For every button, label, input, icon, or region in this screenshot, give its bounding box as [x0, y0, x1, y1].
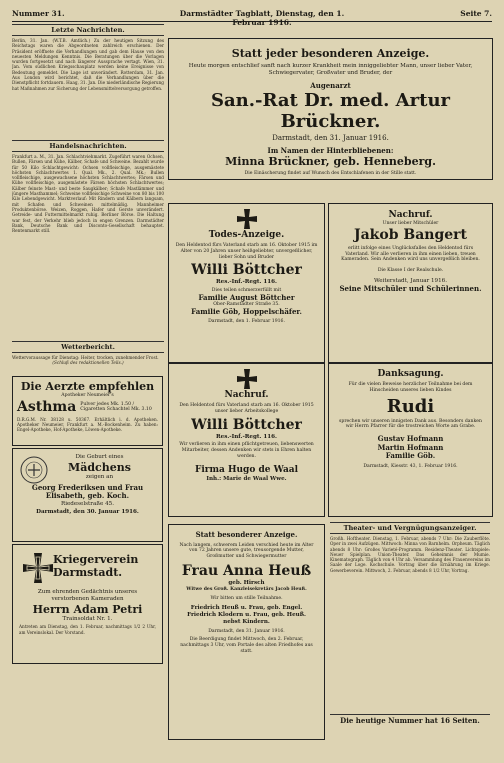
nachruf2-name: Willi Böttcher — [191, 416, 302, 433]
heuss-family2: Friedrich Klodern u. Frau, geb. Heuß. — [187, 612, 306, 619]
birth-address: Riedeselstraße 45. — [60, 500, 115, 507]
todes-note: Dies teilen schmerzerfüllt mit — [211, 288, 282, 294]
heuss-name: Frau Anna Heuß — [181, 562, 312, 579]
market-text: Frankfurt a. M., 31. Jan. Schlachtviehmarkt. Zugeführt waren Ochsen, Bullen, Färsen und Kühe, Kälber, Schafe und Schweine. Bezahlt wurde für 50 Kilo Schlachtgewicht: Ochsen vollfleischige, ausgemästete höchsten Schlachtwertes 1. Qual. Mk., 2. Qual. Mk.; Bullen vollfleischige, ausgewachsene höchsten Schlachtwertes; Färsen und Kühe vollfleischige, ausgemästete Färsen höchsten Schlachtwertes; Kälber feinste Mast- und beste Saugkälber; Schafe Mastlämmer und jüngere Masthammel; Schweine vollfleischige Schweine von 80 bis 100 Kilo Lebendgewicht. Marktverlauf: Mit Rindern und Kälbern langsam, mit Schafen und Schweinen mittelmäßig. Mannheimer Produktenbörse. Weizen, Roggen, Hafer und Gerste unverändert. Getreide- und Futtermittelmarkt ruhig. Berliner Börse. Die Haltung war fest, der Verkehr blieb jedoch in engen Grenzen. Darmstädter Bank, Deutsche Bank und Disconto-Gesellschaft behauptet. Rentenmarkt still. — [12, 154, 164, 234]
birth-line2: zeigen an — [85, 473, 114, 480]
nachruf1-signature: Seine Mitschüler und Schülerinnen. — [339, 283, 482, 293]
hospital-seal-icon — [19, 455, 49, 485]
birth-announcement — [12, 448, 163, 542]
boettcher-death-notice — [168, 203, 325, 363]
heuss-maiden: geb. Hirsch — [228, 579, 265, 586]
aerzte-ad-sub: Apotheker Neumeier's — [61, 393, 114, 398]
theater-section — [330, 522, 490, 738]
verein-foot: Antreten am Dienstag, den 1. Februar, nachmittags 1/2 2 Uhr, am Vereinslokal. Der Vorstand. — [19, 624, 156, 635]
heuss-date: Darmstadt, den 31. Januar 1916. — [208, 628, 285, 634]
theater-heading: Theater- und Vergnügungsanzeiger. — [330, 522, 490, 534]
brueckner-name: San.-Rat Dr. med. Artur Brückner. — [210, 90, 451, 133]
theater-text: Großh. Hoftheater. Dienstag, 1. Februar, abends 7 Uhr: Die Zauberflöte. Oper in zwei Aufzügen. Mittwoch: Minna von Barnhelm. Orpheum. Täglich abends 8 Uhr: Großes Varieté-Programm. Residenz-Theater. Lichtspiele: Neuer Spielplan. Union-Theater. Das Geheimnis der Mumie. Kinematograph. Täglich von 4 Uhr ab. Versammlung des Frauenvereins im Saale der Loge. Kochschule. Vortrag über die Ernährung im Kriege. Gewerbeverein. Mittwoch, 2. Februar, abends 8 1/2 Uhr, Vortrag. — [330, 536, 490, 573]
weather-note: (Schluß des redaktionellen Teils.) — [52, 360, 124, 366]
nachruf2-body: Wir verlieren in ihm einen pflichtgetreuen, liebenswerten Mitarbeiter, dessen Andenken wir stets in Ehren halten werden. — [179, 442, 314, 459]
weather-text: Wettervoraussage für Dienstag: Heiter, trocken, zunehmender Frost. — [12, 355, 159, 360]
verein-role: Trainsoldat Nr. 1. — [62, 615, 113, 622]
iron-cross-icon — [236, 208, 258, 230]
verein-text: Zum ehrenden Gedächtnis unseres verstorbenen Kameraden — [37, 589, 138, 602]
asthma-word: Asthma — [17, 398, 77, 415]
birth-date: Darmstadt, den 30. Januar 1916. — [36, 509, 139, 516]
brueckner-text: Heute morgen entschlief sanft nach kurzer Krankheit mein inniggeliebter Mann, unser lieber Vater, Schwiegervater, Großvater und Bruder, der — [188, 63, 473, 76]
brueckner-burial: Die Einäscherung findet auf Wunsch des Entschlafenen in der Stille statt. — [244, 171, 417, 177]
nachruf2-firm: Firma Hugo de Waal — [194, 464, 299, 475]
iron-cross-icon — [236, 368, 258, 390]
heuss-family1: Friedrich Heuß u. Frau, geb. Engel. — [190, 605, 303, 612]
birth-word: Mädchens — [68, 460, 131, 474]
nachruf1-text: Unser lieber Mitschüler — [382, 221, 439, 226]
nachruf1-title: Nachruf. — [388, 210, 433, 220]
news-text: Berlin, 31. Jan. (W.T.B. Amtlich.) Zu der heutigen Sitzung des Reichstags waren die Abgeordneten zahlreich erschienen. Der Präsident eröffnete die Verhandlungen und gab dem Hause von den neuesten Meldungen Kenntnis. Die Beratungen über die Vorlagen wurden fortgesetzt und nach längerer Aussprache vertagt. Wien, 31. Jan. Vom südlichen Kriegsschauplatz werden keine Ereignisse von Bedeutung gemeldet. Die Lage ist unverändert. Rotterdam, 31. Jan. Aus London wird berichtet, daß die Verhandlungen über die Dienstpflicht fortdauern. Haag, 31. Jan. Die niederländische Regierung hat Maßnahmen zur Sicherung der Lebensmittelversorgung getroffen. — [12, 38, 164, 91]
kriegerverein-notice — [12, 544, 163, 664]
nachruf1-date: Weiterstadt, Januar 1916. — [373, 277, 448, 284]
nachruf1-school: Die Klasse I der Realschule. — [377, 268, 444, 274]
nachruf2-unit: Res.-Inf.-Regt. 116. — [215, 433, 277, 440]
birth-line1: Die Geburt eines — [75, 454, 124, 460]
brueckner-heading: Statt jeder besonderen Anzeige. — [231, 47, 430, 60]
danksagung-text: Für die vielen Beweise herzlicher Teilnahme bei dem Hinscheiden unseres lieben Kindes — [348, 382, 473, 393]
brueckner-widow: Minna Brückner, geb. Henneberg. — [225, 155, 436, 169]
aerzte-ad-title: Die Aerzte empfehlen — [20, 380, 155, 393]
danksagung-body: sprechen wir unseren innigsten Dank aus. Besonders danken wir Herrn Pfarrer für die trostreichen Worte am Grabe. — [339, 418, 482, 430]
nachruf2-owner: Inh.: Marie de Waal Wwe. — [206, 475, 287, 482]
market-heading: Handelsnachrichten. — [12, 140, 164, 152]
nachruf2-title: Nachruf. — [224, 390, 269, 400]
nachruf1-body: erlitt infolge eines Unglücksfalles den Heldentod fürs Vaterland. Wir alle verlieren in ihm einen lieben, treuen Kameraden. Sein Andenken wird uns unvergeßlich bleiben. — [341, 245, 480, 263]
heuss-heading: Statt besonderer Anzeige. — [195, 530, 298, 539]
nachruf2-text: Den Heldentod fürs Vaterland starb am 16. Oktober 1915 unser lieber Arbeitskollege — [179, 403, 314, 414]
weather-heading: Wetterbericht. — [12, 341, 164, 353]
iron-cross-icon — [19, 551, 57, 589]
todes-family1: Familie August Böttcher — [198, 292, 295, 302]
brueckner-notice — [168, 38, 493, 180]
danksagung-family2: Martin Hofmann — [377, 442, 444, 452]
page-number: Seite 7. — [460, 9, 492, 18]
birth-parents: Georg Frederiksen und Frau Elisabeth, geb. Koch. — [31, 482, 144, 501]
todes-family2: Familie Göb, Hoppelschäfer. — [191, 307, 302, 317]
todes-family1-sub: Ober-Ramstädter Straße 35. — [213, 302, 280, 308]
todes-date: Darmstadt, den 1. Februar 1916. — [208, 318, 285, 324]
heuss-family3: nebst Kindern. — [223, 618, 270, 625]
asthma-prices: Pulver jedes Mk. 1.50 / Cigaretten Schachtel Mk. 3.10 — [80, 401, 152, 413]
danksagung-title: Danksagung. — [377, 369, 444, 379]
todes-text: Den Heldentod fürs Vaterland starb am 16. Oktober 1915 im Alter von 20 Jahren unser heißgeliebter, unvergeßlicher, lieber Sohn und Bruder — [175, 243, 318, 260]
todes-unit: Res.-Inf.-Regt. 116. — [215, 279, 277, 286]
asthma-small-print: D.R.G.M. Nr. 38128 u. 50367. Erhältlich i. d. Apotheken. Apotheker Neumeier, Frankfurt a. M.-Bockenheim. Zu haben: Engel-Apotheke, Hof-Apotheke, Löwen-Apotheke. — [17, 416, 158, 433]
danksagung-name: Rudi — [386, 395, 435, 417]
issue-footer: Die heutige Nummer hat 16 Seiten. — [330, 714, 490, 726]
newspaper-title: Darmstädter Tagblatt, Dienstag, den 1. Februar 1916. — [179, 9, 345, 27]
boettcher-firm-nachruf — [168, 363, 325, 517]
verein-title: Kriegerverein Darmstadt. — [53, 553, 139, 579]
heuss-burial: Die Beerdigung findet Mittwoch, den 2. Februar, nachmittags 3 Uhr, vom Portale des alten Friedhofes aus statt. — [180, 637, 313, 655]
danksagung-family3: Familie Göb. — [385, 451, 436, 461]
brueckner-date: Darmstadt, den 31. Januar 1916. — [272, 134, 389, 143]
nachruf1-name: Jakob Bangert — [353, 226, 468, 243]
page-header — [12, 7, 492, 27]
news-heading: Letzte Nachrichten. — [12, 24, 164, 36]
heuss-mourn: Wir bitten um stille Teilnahme. — [210, 596, 283, 602]
bangert-nachruf — [328, 203, 493, 363]
danksagung-date: Darmstadt, Kiesstr. 43, 1. Februar 1916. — [363, 463, 458, 469]
heuss-text: Nach langem, schwerem Leiden verschied heute im Alter von 72 Jahren unsere gute, treusorgende Mutter, Großmutter und Schwiegermutter — [179, 542, 314, 560]
rudi-danksagung — [328, 363, 493, 517]
verein-name: Herrn Adam Petri — [32, 602, 143, 616]
danksagung-family1: Gustav Hofmann — [377, 434, 444, 444]
brueckner-role: Augenarzt — [310, 80, 351, 90]
heuss-widow-of: Witwe des Groß. Kanzleisekretärs Jacob Heuß. — [186, 586, 307, 592]
todes-title: Todes-Anzeige. — [208, 230, 285, 240]
heuss-notice — [168, 524, 325, 740]
issue-number: Nummer 31. — [12, 9, 65, 18]
left-column — [12, 24, 164, 754]
aerzte-ad — [12, 376, 163, 446]
brueckner-mourners-intro: Im Namen der Hinterbliebenen: — [267, 145, 394, 155]
todes-name: Willi Böttcher — [191, 262, 302, 279]
